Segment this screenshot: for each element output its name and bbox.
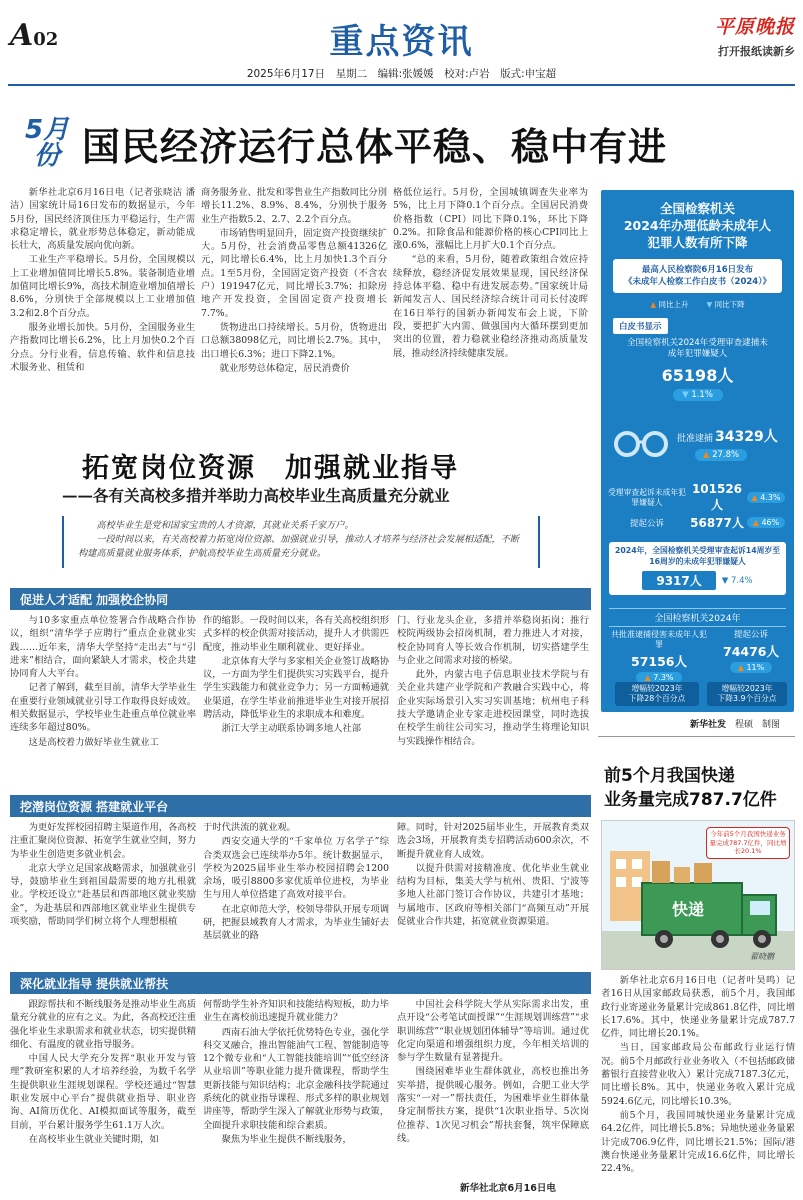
stat6-label: 共批准逮捕侵害未成年人犯罪 — [611, 630, 707, 649]
infographic-credit: 新华社发 程硕 制图 — [690, 720, 781, 730]
lead-para: 服务业增长加快。5月份，全国服务业生产指数同比增长6.2%，比上月加快0.2个百分点。分行业看，信息传输、软件和信息技术服务业、租赁和 — [10, 321, 195, 373]
feature-headline: 拓宽岗位资源 加强就业指导 — [82, 453, 459, 484]
paper-logo — [680, 12, 795, 60]
down-triangle-icon: ▼ — [682, 390, 689, 400]
s1-para: 这是高校着力做好毕业生就业工 — [28, 736, 159, 748]
stat4 — [607, 514, 789, 531]
lead-col-3 — [393, 186, 588, 361]
lead-para: 市场销售明显回升，固定资产投资继续扩大。5月份，社会消费品零售总额41326亿元，同比增长6.4%，比上月加快1.3个百分点。1至5月份，全国固定资产投资（不含农户）191947亿元，同比增长3.7%；扣除房地产开发投资，全国固定资产投资增长7.7%。 — [201, 227, 387, 319]
infographic-legend: ▲ 同比上升 ▼ 同比下降 — [650, 300, 745, 309]
stat3-value: 101526人 — [691, 482, 743, 512]
s1-para: 浙江大学主动联系协调多地人社部 — [221, 723, 362, 735]
up-triangle-icon: ▲ — [751, 493, 758, 502]
s1-para: 门、行业龙头企业，多措并举稳岗拓岗；推行校院两级协会招岗机制，着力推进人才对接，校企协同育人等长效合作机制，切实搭建学生与企业之间需求对接的桥梁。 — [397, 615, 589, 666]
s1-para: 北京体育大学与多家相关企业签订战略协议，一方面为学生们提供实习实践平台，提升学生实践能力和就业竞争力；另一方面畅通就业渠道，在学生毕业前推进毕业生对接开展招聘活动，降低毕业生的求职成本和难度。 — [203, 655, 389, 721]
handcuffs-icon — [611, 422, 671, 462]
stat7-label: 提起公诉 — [733, 630, 768, 640]
date-line: 2025年6月17日 星期二 编辑:张媛媛 校对:卢岩 版式:申宝超 — [246, 68, 557, 80]
s1-col-1 — [10, 614, 196, 750]
s3-para: 中国社会科学院大学从实际需求出发，重点开设“公考笔试面授课”“生涯规划训练营”“求职训练营”“职业规划团体辅导”等培训。通过优化定向渠道和增强组织力度，今年相关培训的参与学生数量有显著提升。 — [397, 999, 589, 1064]
express-para: 当日，国家邮政局公布邮政行业运行情况。前5个月邮政行业业务收入（不包括邮政储蓄银行直接营业收入）累计完成7187.3亿元，同比增长8%。其中，快递业务收入累计完成5924.6亿元，同比增长10.3%。 — [601, 1042, 795, 1107]
s3-para: 跟踪帮扶和不断线服务是推动毕业生高质量充分就业的应有之义。为此，各高校还注重强化毕业生求职需求和就业状态，切实提供精细化、有温度的就业指导服务。 — [10, 999, 196, 1050]
cartoon-caption: 今年前5个月我国快递业务量完成787.7亿件，同比增长20.1% — [706, 827, 790, 859]
stat7-change: ▲ 11% — [730, 662, 772, 673]
s1-para: 记者了解到，截至目前，清华大学毕业生在重要行业领域就业引导工作取得良好成效。相关数据显示，学校毕业生赴重点单位就业率连续多年超过80%。 — [10, 682, 196, 734]
infographic — [601, 190, 794, 712]
up-triangle-icon: ▲ — [737, 663, 744, 672]
s2-para: 于时代洪流的就业观。 — [203, 822, 296, 833]
s3-dateline: 新华社北京6月16日电 — [460, 1183, 556, 1194]
s3-para: 中国人民大学充分发挥“职业开发与管理”教研室积累的人才培养经验，为数千名学生提供职业生涯规划课程。学校还通过“智慧职业发展中心平台”提供就业指导、职业咨询、AI简历优化、AI模拟面试等服务，截至目前，平台累计服务学生61.1万人次。 — [10, 1053, 196, 1131]
lead-headline: 国民经济运行总体平稳、稳中有进 — [82, 125, 668, 169]
s2-col-3 — [397, 821, 589, 929]
feature-intro — [62, 516, 540, 568]
up-triangle-icon: ▲ — [644, 673, 651, 682]
book-label: 白皮书显示 — [613, 318, 668, 334]
s3-para: 围绕困难毕业生群体就业，高校也推出务实举措，提供暖心服务。例如，合肥工业大学落实“一对一”帮扶责任，为困难毕业生群体量身定制帮扶方案，提供“1次职业指导、5次岗位推荐、1次见习机会”帮扶套餐，筑牢保障底线。 — [397, 1066, 589, 1144]
s2-para: 在北京师范大学，校领导带队开展专项调研，把握县域教育人才需求，为毕业生铺好去基层就业的路 — [203, 903, 389, 942]
stat1-label: 全国检察机关2024年受理审查逮捕未成年犯罪嫌疑人 — [627, 338, 768, 359]
stat5-label: 2024年，全国检察机关受理审查起诉14周岁至16周岁的未成年犯罪嫌疑人 — [614, 546, 781, 566]
stat4-value: 56877人 — [690, 516, 744, 530]
stat2 — [677, 426, 789, 461]
masthead-rule — [8, 84, 795, 86]
express-cartoon — [601, 820, 795, 970]
s3-para: 西南石油大学依托优势特色专业，强化学科交叉融合，推出智能油气工程、智能制造等12个微专业和“人工智能技能培训”“低空经济从业培训”等职业能力提升微课程，帮助学生更新技能与知识结构；北京金融科技学院通过系统化的就业指导课程、形式多样的职业规划讲座等，帮助学生深入了解就业形势与政策，全面提升求职技能和综合素质。 — [203, 1026, 389, 1131]
s1-para: 作的缩影。一段时间以来，各有关高校组织形式多样的校企供需对接活动，提升人才供需匹配度，推动毕业生顺利就业、更好择业。 — [203, 615, 389, 653]
stat2-change: ▲ 27.8% — [695, 449, 747, 461]
lead-para: “总的来看，5月份，随着政策组合效应持续释放，稳经济促发展效果显现，国民经济保持总体平稳、稳中有进发展态势。”国家统计局新闻发言人、国民经济综合统计司司长付凌晖在16日举行的国新办新闻发布会上说，下阶段，要把扩大内需、做强国内大循环摆到更加突出的位置，着力稳就业稳经济推动高质量发展，推动经济持续健康发展。 — [393, 254, 588, 359]
lead-para: 格低位运行。5月份，全国城镇调查失业率为5%，比上月下降0.1个百分点。全国居民消费价格指数（CPI）同比下降0.1%，环比下降0.2%。扣除食品和能源价格的核心CPI同比上涨0.6%，涨幅比上月扩大0.1个百分点。 — [393, 187, 588, 252]
stat5-value: 9317人 — [642, 571, 715, 590]
stat5 — [609, 542, 786, 595]
truck-text: 快递 — [672, 900, 705, 919]
stat4-label: 提起公诉 — [629, 518, 664, 529]
stat3 — [607, 482, 789, 513]
s3-col-1 — [10, 998, 196, 1196]
page-letter: A — [10, 18, 34, 53]
lead-para: 就业形势总体稳定，居民消费价 — [219, 362, 350, 374]
stat2-value: 34329人 — [715, 429, 778, 445]
s2-para: 障。同时，针对2025届毕业生，开展教育类双选会3场，开展教育类专招聘活动600余次，不断提升就业育人成效。 — [397, 822, 589, 860]
stat3-change: ▲ 4.3% — [747, 492, 785, 503]
intro-text: 高校毕业生是党和国家宝贵的人才资源，其就业关系千家万户。 一段时间以来，有关高校着力拓宽岗位资源、加强就业引导，推动人才培养与经济社会发展相适配，不断构建高质量就业服务体系，护航高校毕业生高质量充分就业。 — [78, 520, 520, 559]
s1-col-3 — [397, 614, 589, 749]
stat7-value: 74476人 — [723, 644, 779, 659]
express-headline: 前5个月我国快递 业务量完成787.7亿件 — [604, 766, 777, 810]
lead-tag: 5月份 — [24, 115, 70, 171]
foot-left: 增幅较2023年 下降28个百分点 — [615, 682, 699, 706]
stat1-value: 65198人 — [661, 366, 734, 385]
s2-para: 以提升供需对接精准度、优化毕业生就业结构为目标，集美大学与杭州、贵阳、宁波等多地人社部门签订合作协议，共建引才基地；与属地市、区政府等相关部门“高频互动”开展促就业合作共建，拓宽就业资源渠道。 — [397, 862, 589, 928]
cartoon-signature: 翟晓鹏 — [750, 952, 774, 961]
stat6-change: ▲ 7.3% — [636, 672, 682, 683]
express-para: 前5个月，我国同城快递业务量累计完成64.2亿件，同比增长5.8%；异地快递业务量累计完成706.9亿件，同比增长21.5%；国际/港澳台快递业务量累计完成16.6亿件，同比增长22.4%。 — [601, 1109, 795, 1175]
masthead — [0, 0, 803, 92]
stat3-label: 受理审查起诉未成年犯罪嫌疑人 — [608, 487, 686, 507]
s2-para: 为更好发挥校园招聘主渠道作用，各高校注重汇聚岗位资源、拓宽学生就业空间，努力为毕业生创造更多就业机会。 — [10, 822, 196, 860]
lead-col-1 — [10, 186, 195, 375]
s3-para: 何帮助学生补齐知识和技能结构短板，助力毕业生在离校前迅速提升就业能力？ — [203, 999, 389, 1024]
s3-col-2 — [203, 998, 389, 1196]
lead-col-2 — [201, 186, 387, 376]
lead-para: 商务服务业、批发和零售业生产指数同比分別增长11.2%、8.9%、8.4%，分別快于服务业生产指数5.2、2.7、2.2个百分点。 — [201, 187, 387, 225]
stat5-change: ▼ 7.4% — [721, 575, 753, 586]
s2-col-2 — [203, 821, 389, 944]
infographic-banner: 全国检察机关2024年 — [609, 608, 786, 627]
infographic-source: 最高人民检察院6月16日发布 《未成年人检察工作白皮书（2024）》 — [613, 259, 782, 293]
s1-para: 此外，内蒙古电子信息职业技术学院与有关企业共建产业学院和产教融合实践中心，将企业实际场景引入实习实训基地；杭州电子科技大学邀请企业专家走进校园课堂，同时选拔在校学生前往公司实习，推动学生将理论知识与实践操作相结合。 — [397, 669, 589, 747]
section-bar-1: 促进人才适配 加强校企协同 — [10, 588, 591, 610]
express-rule — [598, 736, 795, 737]
infographic-title: 全国检察机关 2024年办理低龄未成年人 犯罪人数有所下降 — [623, 201, 772, 250]
up-triangle-icon: ▲ — [650, 300, 657, 309]
up-triangle-icon: ▲ — [752, 518, 759, 527]
express-body — [601, 974, 795, 1176]
feature-subhead: ——各有关高校多措并举助力高校毕业生高质量充分就业 — [62, 486, 450, 505]
paper-slogan: 打开报纸读新乡 — [718, 45, 795, 58]
stat2-label: 批准逮捕 — [677, 434, 714, 444]
lead-para: 工业生产平稳增长。5月份，全国规模以上工业增加值同比增长5.8%。装备制造业增加值同比增长9%，高技术制造业增加值增长8.6%，分別快于全部规模以上工业增加值3.2和2.8个百分点。 — [10, 254, 195, 319]
express-para: 新华社北京6月16日电（记者叶昊鸣）记者16日从国家邮政局获悉，前5个月，我国邮政行业寄递业务量累计完成861.8亿件，同比增长17.6%。其中，快递业务量累计完成787.7亿件，同比增长20.1%。 — [601, 975, 795, 1040]
paper-name: 平原晚报 — [714, 16, 795, 38]
lead-para: 新华社北京6月16日电（记者张晓洁 潘洁）国家统计局16日发布的数据显示，今年5月份，国民经济顶住压力平稳运行，生产需求稳定增长，就业形势总体稳定，新动能成长壮大，高质量发展向优向新。 — [10, 187, 195, 252]
stat6 — [609, 630, 709, 683]
stat7 — [713, 630, 789, 673]
section-bar-3: 深化就业指导 提供就业帮扶 — [10, 972, 591, 994]
s3-col-3 — [397, 998, 589, 1146]
lead-para: 货物进出口持续增长。5月份，货物进出口总额38098亿元，同比增长2.7%。其中，出口增长6.3%；进口下降2.1%。 — [201, 321, 387, 360]
stat4-change: ▲ 46% — [747, 517, 785, 528]
stat1-change: ▼ 1.1% — [673, 389, 723, 401]
s1-para: 与10多家重点单位签署合作战略合作协议，组织“清华学子应聘行”重点企业就业实践……近年来，清华大学坚持“走出去”与“引进来”相结合，面向紧缺人才需求，校企共建协同育人大平台。 — [10, 615, 196, 680]
page-number: A02 — [10, 18, 59, 53]
down-triangle-icon: ▼ — [721, 575, 729, 586]
up-triangle-icon: ▲ — [702, 450, 710, 460]
foot-right: 增幅较2023年 下降3.9个百分点 — [707, 682, 787, 706]
down-triangle-icon: ▼ — [706, 300, 713, 309]
section-title: 重点资讯 — [329, 22, 474, 62]
s3-para: 在高校毕业生就业关键时期，如 — [28, 1133, 159, 1145]
s2-para: 西安交通大学的“千家单位 万名学子”综合类双选会已连续举办5年。统计数据显示，学校为2025届毕业生举办校园招聘会1200余场，吸引8800多家优质单位进校，为毕业生与用人单位搭建了高效对接平台。 — [203, 836, 389, 901]
s3-para: 聚焦为毕业生提供不断线服务， — [221, 1133, 352, 1145]
s1-col-2 — [203, 614, 389, 737]
s2-col-1 — [10, 821, 196, 929]
stat6-value: 57156人 — [631, 654, 687, 669]
section-bar-2: 挖潜岗位资源 搭建就业平台 — [10, 795, 591, 817]
s2-para: 北京大学立足国家战略需求，加强就业引导，鼓励毕业生到祖国最需要的地方扎根就业。学校还设立“赴基层和西部地区就业奖励金”，为赴基层和西部地区就业毕业生提供专项奖励，帮助同学们树立将个人理想根植 — [10, 862, 196, 928]
